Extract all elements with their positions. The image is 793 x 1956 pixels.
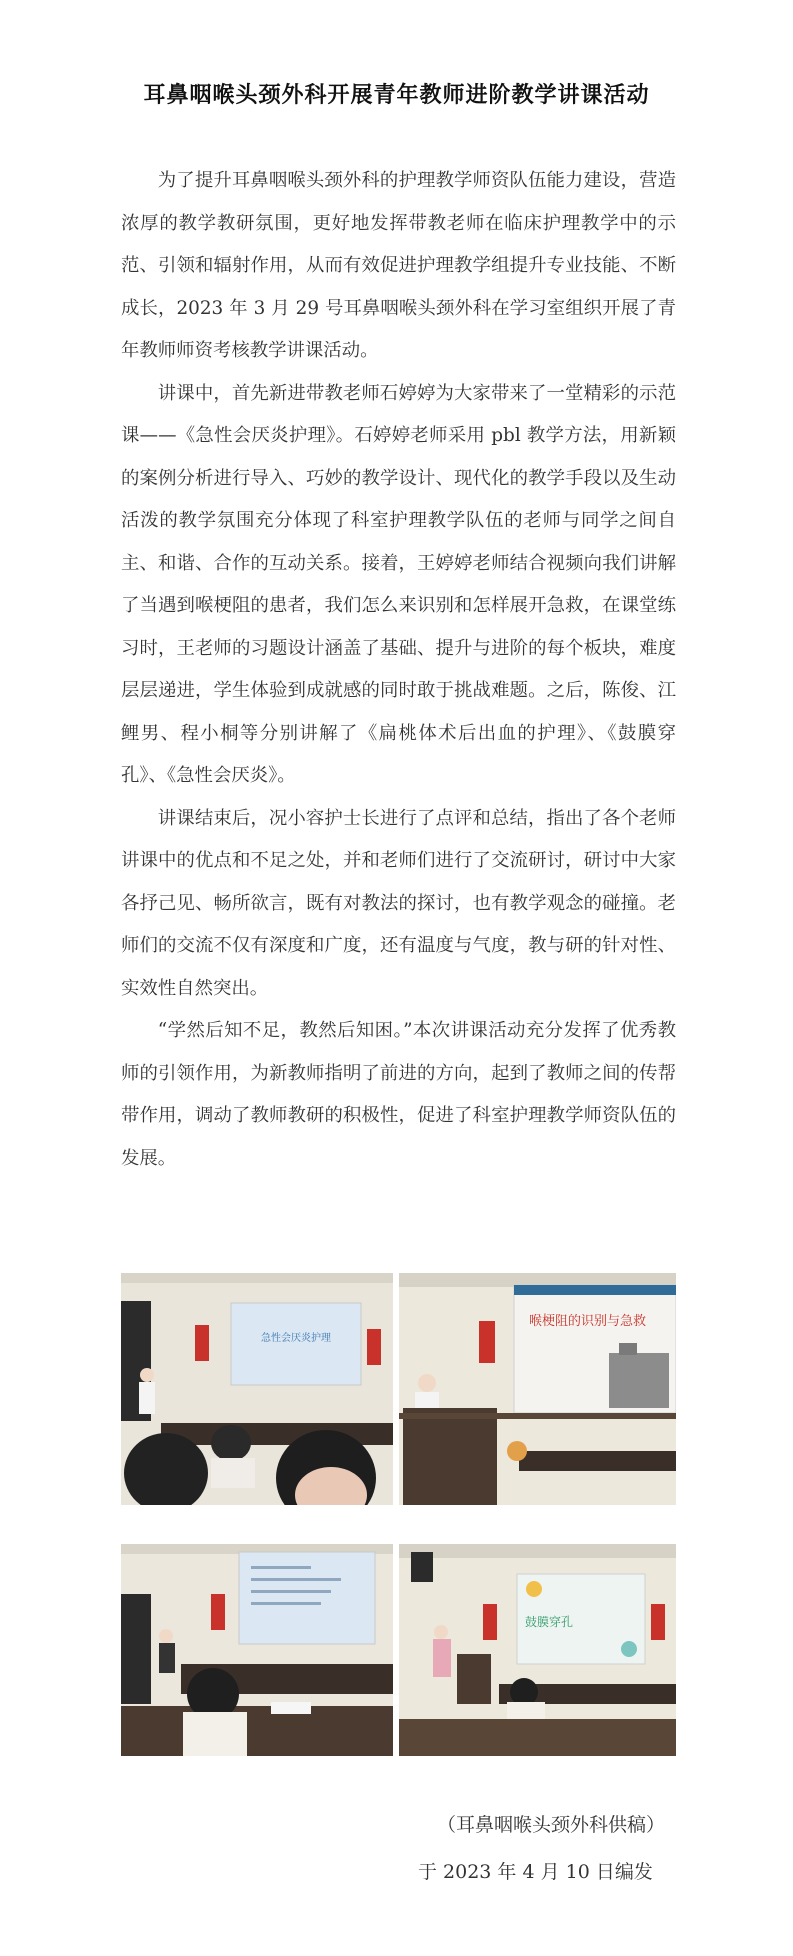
photo-2: [399, 1273, 676, 1505]
footer-source: （耳鼻咽喉头颈外科供稿）: [436, 1814, 665, 1836]
photo-3: [121, 1544, 393, 1756]
slide-title-2: 喉梗阻的识别与急救: [529, 1314, 647, 1329]
photo-4: [399, 1544, 676, 1756]
article-title: 耳鼻咽喉头颈外科开展青年教师进阶教学讲课活动: [143, 82, 650, 108]
photo-row-2: [121, 1544, 676, 1756]
footer-date: 于 2023 年 4 月 10 日编发: [418, 1861, 653, 1883]
photo-row-1: [121, 1273, 676, 1505]
paragraph-1: 为了提升耳鼻咽喉头颈外科的护理教学师资队伍能力建设，营造浓厚的教学教研氛围，更好地发挥带教老师在临床护理教学中的示范、引领和辐射作用，从而有效促进护理教学组提升专业技能、不断成长，2023 年 3 月 29 号耳鼻咽喉头颈外科在学习室组织开展了青年教师师资考核教学讲课活动。: [121, 170, 676, 361]
slide-title-4: 鼓膜穿孔: [525, 1615, 574, 1629]
article-body: [121, 160, 676, 1180]
paragraph-4: “学然后知不足，教然后知困。”本次讲课活动充分发挥了优秀教师的引领作用，为新教师指明了前进的方向，起到了教师之间的传帮带作用，调动了教师教研的积极性，促进了科室护理教学师资队伍的发展。: [121, 1020, 676, 1169]
slide-title-1: 急性会厌炎护理: [261, 1333, 331, 1344]
photo-1: [121, 1273, 393, 1505]
paragraph-2: 讲课中，首先新进带教老师石婷婷为大家带来了一堂精彩的示范课——《急性会厌炎护理》。石婷婷老师采用 pbl 教学方法，用新颖的案例分析进行导入、巧妙的教学设计、现代化的教学手段以及生动活泼的教学氛围充分体现了科室护理教学队伍的老师与同学之间自主、和谐、合作的互动关系。接着，王婷婷老师结合视频向我们讲解了当遇到喉梗阻的患者，我们怎么来识别和怎样展开急救，在课堂练习时，王老师的习题设计涵盖了基础、提升与进阶的每个板块，难度层层递进，学生体验到成就感的同时敢于挑战难题。之后，陈俊、江鲤男、程小桐等分别讲解了《扁桃体术后出血的护理》、《鼓膜穿孔》、《急性会厌炎》。: [121, 382, 676, 786]
paragraph-3: 讲课结束后，况小容护士长进行了点评和总结，指出了各个老师讲课中的优点和不足之处，并和老师们进行了交流研讨，研讨中大家各抒己见、畅所欲言，既有对教法的探讨，也有教学观念的碰撞。老师们的交流不仅有深度和广度，还有温度与气度，教与研的针对性、实效性自然突出。: [121, 807, 676, 999]
